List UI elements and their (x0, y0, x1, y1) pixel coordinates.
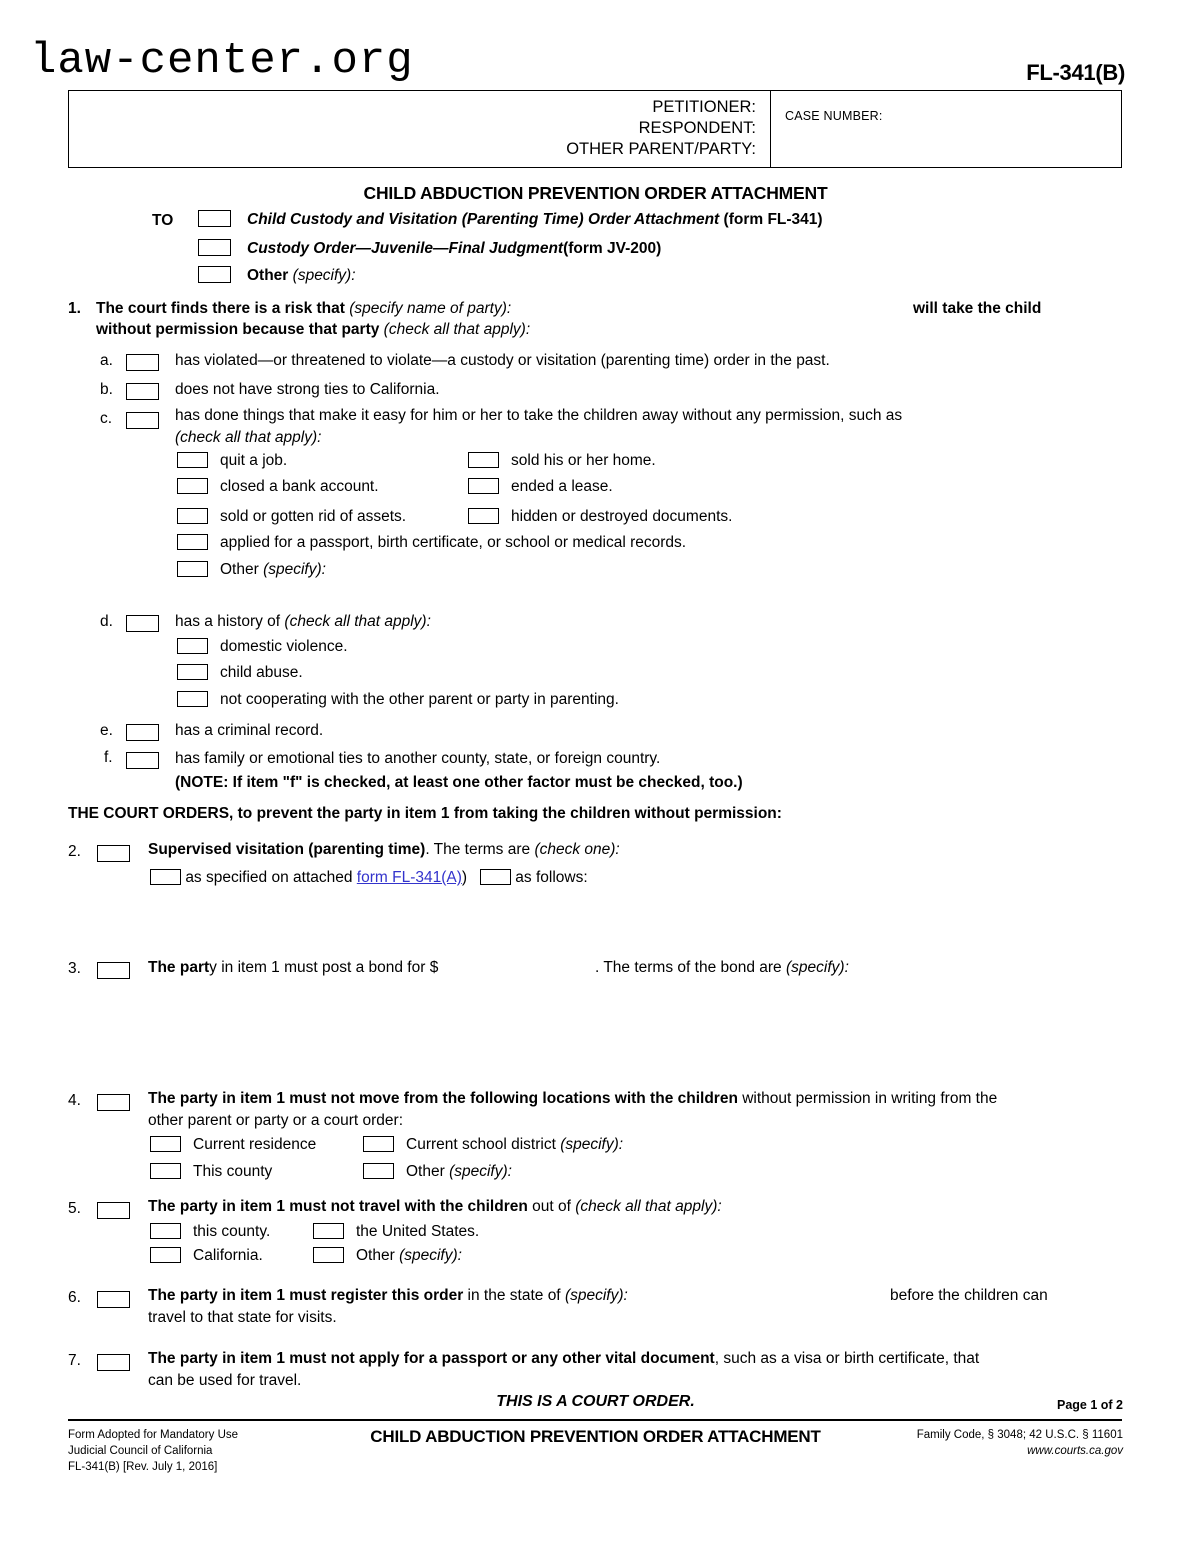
item3-rest: y in item 1 must post a bond for $ (209, 959, 439, 976)
checkbox-ended-lease[interactable] (468, 478, 499, 494)
item7-number: 7. (68, 1352, 81, 1369)
item2-suboptions (150, 869, 588, 887)
item1-c-option-applied-passport[interactable] (177, 534, 686, 552)
item6-rest: in the state of (463, 1287, 561, 1304)
checkbox-to-other[interactable] (198, 266, 231, 283)
item1-c-option-quit-job[interactable] (177, 452, 287, 470)
item5-italic: (check all that apply): (575, 1198, 722, 1215)
item4-line2: other parent or party or a court order: (148, 1112, 404, 1129)
checkbox-to-jv200[interactable] (198, 239, 231, 256)
footer-right (917, 1427, 1123, 1459)
label-hidden-documents: hidden or destroyed documents. (511, 508, 733, 525)
item4-text (148, 1090, 997, 1108)
item3-italic: (specify): (786, 959, 849, 976)
checkbox-item4-other[interactable] (363, 1163, 394, 1179)
label-school-district-specify: (specify): (560, 1136, 624, 1153)
item5-bold: The party in item 1 must not travel with the children (148, 1198, 528, 1215)
footer-left-line2: Judicial Council of California (68, 1445, 213, 1457)
item1-c-option-sold-home[interactable] (468, 452, 656, 470)
label-c-other-specify: (specify): (263, 561, 326, 578)
footer-title: CHILD ABDUCTION PREVENTION ORDER ATTACHMENT (370, 1427, 821, 1446)
checkbox-to-fl341[interactable] (198, 210, 231, 227)
label-applied-passport: applied for a passport, birth certificate, or school or medical records. (220, 534, 687, 551)
item2-sub-a-post: ) (461, 869, 468, 886)
item4-option-current-residence[interactable] (150, 1136, 316, 1154)
item1-factor-f-text: has family or emotional ties to another county, state, or foreign country. (175, 750, 661, 767)
label-item4-other-specify: (specify): (449, 1163, 512, 1180)
checkbox-travel-united-states[interactable] (313, 1223, 344, 1239)
item1-c-option-closed-bank-account[interactable] (177, 478, 379, 496)
item6-bold: The party in item 1 must register this order (148, 1287, 464, 1304)
item2-bold: Supervised visitation (parenting time) (148, 841, 426, 858)
checkbox-travel-california[interactable] (150, 1247, 181, 1263)
label-travel-united-states: the United States. (356, 1223, 480, 1240)
checkbox-current-residence[interactable] (150, 1136, 181, 1152)
item2-rest: . The terms are (425, 841, 531, 858)
item1-factor-a-letter: a. (100, 352, 113, 369)
checkbox-this-county-move[interactable] (150, 1163, 181, 1179)
item3-text (148, 959, 438, 977)
item1-factor-d-text (175, 612, 431, 631)
item1-factor-c-note-text: (check all that apply): (175, 429, 322, 446)
checkbox-applied-passport[interactable] (177, 534, 208, 550)
item1-right-text: will take the child (913, 300, 1042, 317)
item4-bold: The party in item 1 must not move from the following locations with the children (148, 1090, 738, 1107)
checkbox-item5[interactable] (97, 1202, 130, 1219)
label-ended-lease: ended a lease. (511, 478, 613, 495)
item1-factor-e-letter: e. (100, 722, 113, 739)
item2-number: 2. (68, 843, 81, 860)
checkbox-sold-assets[interactable] (177, 508, 208, 524)
checkbox-factor-c[interactable] (126, 412, 159, 429)
item1-lead-italic: (specify name of party): (349, 300, 512, 317)
item1-line2-italic: (check all that apply): (383, 321, 531, 338)
item6-text (148, 1287, 628, 1305)
checkbox-item2-as-follows[interactable] (480, 869, 511, 885)
item1-lead-bold: The court finds there is a risk that (96, 300, 345, 317)
item2-italic: (check one): (534, 841, 620, 858)
label-not-cooperating: not cooperating with the other parent or party in parenting. (220, 691, 619, 708)
item2-sub-b: as follows: (515, 869, 588, 886)
item1-factor-b-letter: b. (100, 381, 113, 398)
checkbox-factor-e[interactable] (126, 724, 159, 741)
label-travel-this-county: this county. (193, 1223, 271, 1240)
caption-box (68, 90, 1122, 168)
item5-option-other[interactable] (313, 1247, 462, 1265)
item1-factor-e-text: has a criminal record. (175, 722, 324, 739)
checkbox-child-abuse[interactable] (177, 664, 208, 680)
item1-d-option-not-cooperating[interactable] (177, 691, 619, 709)
court-order-notice: THIS IS A COURT ORDER. (496, 1393, 695, 1410)
item7-rest: , such as a visa or birth certificate, that (714, 1350, 980, 1367)
item1-factor-b-text: does not have strong ties to California. (175, 381, 440, 398)
checkbox-item3[interactable] (97, 962, 130, 979)
respondent-label: RESPONDENT: (638, 119, 756, 137)
to-option-jv200-tail: (form JV-200) (563, 240, 662, 257)
checkbox-school-district[interactable] (363, 1136, 394, 1152)
item1-line1 (96, 299, 511, 318)
footer-right-line1: Family Code, § 3048; 42 U.S.C. § 11601 (916, 1429, 1123, 1441)
item1-d-option-child-abuse[interactable] (177, 664, 303, 682)
checkbox-factor-b[interactable] (126, 383, 159, 400)
caption-parties (69, 91, 771, 167)
item1-line2-bold: without permission because that party (96, 321, 380, 338)
checkbox-item2[interactable] (97, 845, 130, 862)
item5-option-california[interactable] (150, 1247, 263, 1265)
item1-factor-d-label: has a history of (175, 613, 281, 630)
item1-factor-d-note: (check all that apply): (284, 613, 431, 630)
item3-mid: . The terms of the bond are (595, 959, 782, 976)
label-school-district: Current school district (406, 1136, 556, 1153)
item1-line2 (96, 320, 530, 339)
item1-factor-c-text: has done things that make it easy for him or her to take the children away without any permission, such as (175, 407, 903, 424)
checkbox-travel-this-county[interactable] (150, 1223, 181, 1239)
checkbox-not-cooperating[interactable] (177, 691, 208, 707)
petitioner-label: PETITIONER: (652, 98, 756, 116)
to-option-fl341-tail: (form FL-341) (723, 211, 823, 228)
footer-left-line3: FL-341(B) [Rev. July 1, 2016] (68, 1461, 218, 1473)
item6-number: 6. (68, 1289, 81, 1306)
to-label: TO (152, 212, 174, 229)
item5-option-this-county[interactable] (150, 1223, 270, 1241)
item5-option-united-states[interactable] (313, 1223, 479, 1241)
item5-rest: out of (527, 1198, 571, 1215)
site-logo: law-center.org (30, 36, 414, 86)
case-number-cell[interactable] (771, 91, 1121, 167)
page-number: Page 1 of 2 (1057, 1398, 1123, 1412)
item4-option-other[interactable] (363, 1163, 512, 1181)
item1-number: 1. (68, 300, 81, 317)
item5-text (148, 1198, 722, 1216)
page-title: CHILD ABDUCTION PREVENTION ORDER ATTACHMENT (363, 183, 828, 203)
item2-sub-a-pre: as specified on attached (185, 869, 353, 886)
checkbox-item2-attached[interactable] (150, 869, 181, 885)
item3-number: 3. (68, 960, 81, 977)
item1-c-option-other[interactable] (177, 561, 326, 579)
item4-option-school-district[interactable] (363, 1136, 623, 1154)
item1-c-option-sold-assets[interactable] (177, 508, 406, 526)
label-domestic-violence: domestic violence. (220, 638, 348, 655)
item7-bold: The party in item 1 must not apply for a passport or any other vital document (148, 1350, 715, 1367)
checkbox-item6[interactable] (97, 1291, 130, 1308)
item1-factor-c-note (175, 428, 321, 447)
label-sold-home: sold his or her home. (511, 452, 656, 469)
item6-italic: (specify): (564, 1287, 628, 1304)
checkbox-item4[interactable] (97, 1094, 130, 1111)
label-travel-california: California. (193, 1247, 263, 1264)
label-child-abuse: child abuse. (220, 664, 303, 681)
item4-number: 4. (68, 1092, 81, 1109)
item4-option-this-county[interactable] (150, 1163, 272, 1181)
link-form-fl341a[interactable]: form FL-341(A) (356, 869, 462, 886)
item6-right-text: before the children can (890, 1287, 1048, 1304)
to-option-jv200[interactable] (198, 239, 661, 258)
footer-left-line1: Form Adopted for Mandatory Use (68, 1429, 239, 1441)
label-quit-job: quit a job. (220, 452, 288, 469)
checkbox-sold-home[interactable] (468, 452, 499, 468)
label-current-residence: Current residence (193, 1136, 317, 1153)
checkbox-factor-f[interactable] (126, 752, 159, 769)
to-option-other[interactable] (198, 266, 356, 285)
item1-factor-c-letter: c. (100, 410, 113, 427)
checkbox-factor-d[interactable] (126, 615, 159, 632)
case-number-label: CASE NUMBER: (785, 109, 883, 123)
item1-c-option-ended-lease[interactable] (468, 478, 613, 496)
item1-note: (NOTE: If item "f" is checked, at least one other factor must be checked, too.) (175, 774, 743, 791)
footer-website: www.courts.ca.gov (1027, 1445, 1123, 1457)
item1-factor-d-letter: d. (100, 613, 113, 630)
form-number: FL-341(B) (1026, 60, 1125, 85)
court-orders-heading: THE COURT ORDERS, to prevent the party in item 1 from taking the children without permission: (68, 805, 782, 822)
to-option-fl341[interactable] (198, 210, 823, 229)
checkbox-travel-other[interactable] (313, 1247, 344, 1263)
item2-text (148, 841, 620, 859)
item3-bold: The part (148, 959, 210, 976)
item1-factor-f-letter: f. (104, 749, 113, 766)
label-item4-other: Other (406, 1163, 445, 1180)
label-sold-assets: sold or gotten rid of assets. (220, 508, 407, 525)
checkbox-factor-a[interactable] (126, 354, 159, 371)
label-closed-bank-account: closed a bank account. (220, 478, 379, 495)
label-travel-other-specify: (specify): (399, 1247, 462, 1264)
item5-number: 5. (68, 1200, 81, 1217)
item7-text (148, 1350, 979, 1368)
to-option-fl341-emphasis: Child Custody and Visitation (Parenting Time) Order Attachment (247, 211, 720, 228)
checkbox-closed-bank-account[interactable] (177, 478, 208, 494)
item4-rest: without permission in writing from the (737, 1090, 998, 1107)
checkbox-domestic-violence[interactable] (177, 638, 208, 654)
to-option-other-emphasis: Other (247, 267, 289, 284)
checkbox-c-other[interactable] (177, 561, 208, 577)
checkbox-item7[interactable] (97, 1354, 130, 1371)
item6-line2: travel to that state for visits. (148, 1309, 337, 1326)
item7-line2: can be used for travel. (148, 1372, 302, 1389)
item1-c-option-hidden-documents[interactable] (468, 508, 732, 526)
to-option-other-tail: (specify): (292, 267, 356, 284)
checkbox-hidden-documents[interactable] (468, 508, 499, 524)
other-parent-label: OTHER PARENT/PARTY: (566, 140, 756, 158)
footer-divider (68, 1419, 1122, 1421)
label-travel-other: Other (356, 1247, 395, 1264)
item1-d-option-domestic-violence[interactable] (177, 638, 348, 656)
checkbox-quit-job[interactable] (177, 452, 208, 468)
label-c-other: Other (220, 561, 259, 578)
label-this-county-move: This county (193, 1163, 273, 1180)
item1-factor-a-text: has violated—or threatened to violate—a custody or visitation (parenting time) order in the past. (175, 352, 830, 369)
to-option-jv200-emphasis: Custody Order—Juvenile—Final Judgment (247, 240, 564, 257)
item3-terms (595, 959, 849, 977)
